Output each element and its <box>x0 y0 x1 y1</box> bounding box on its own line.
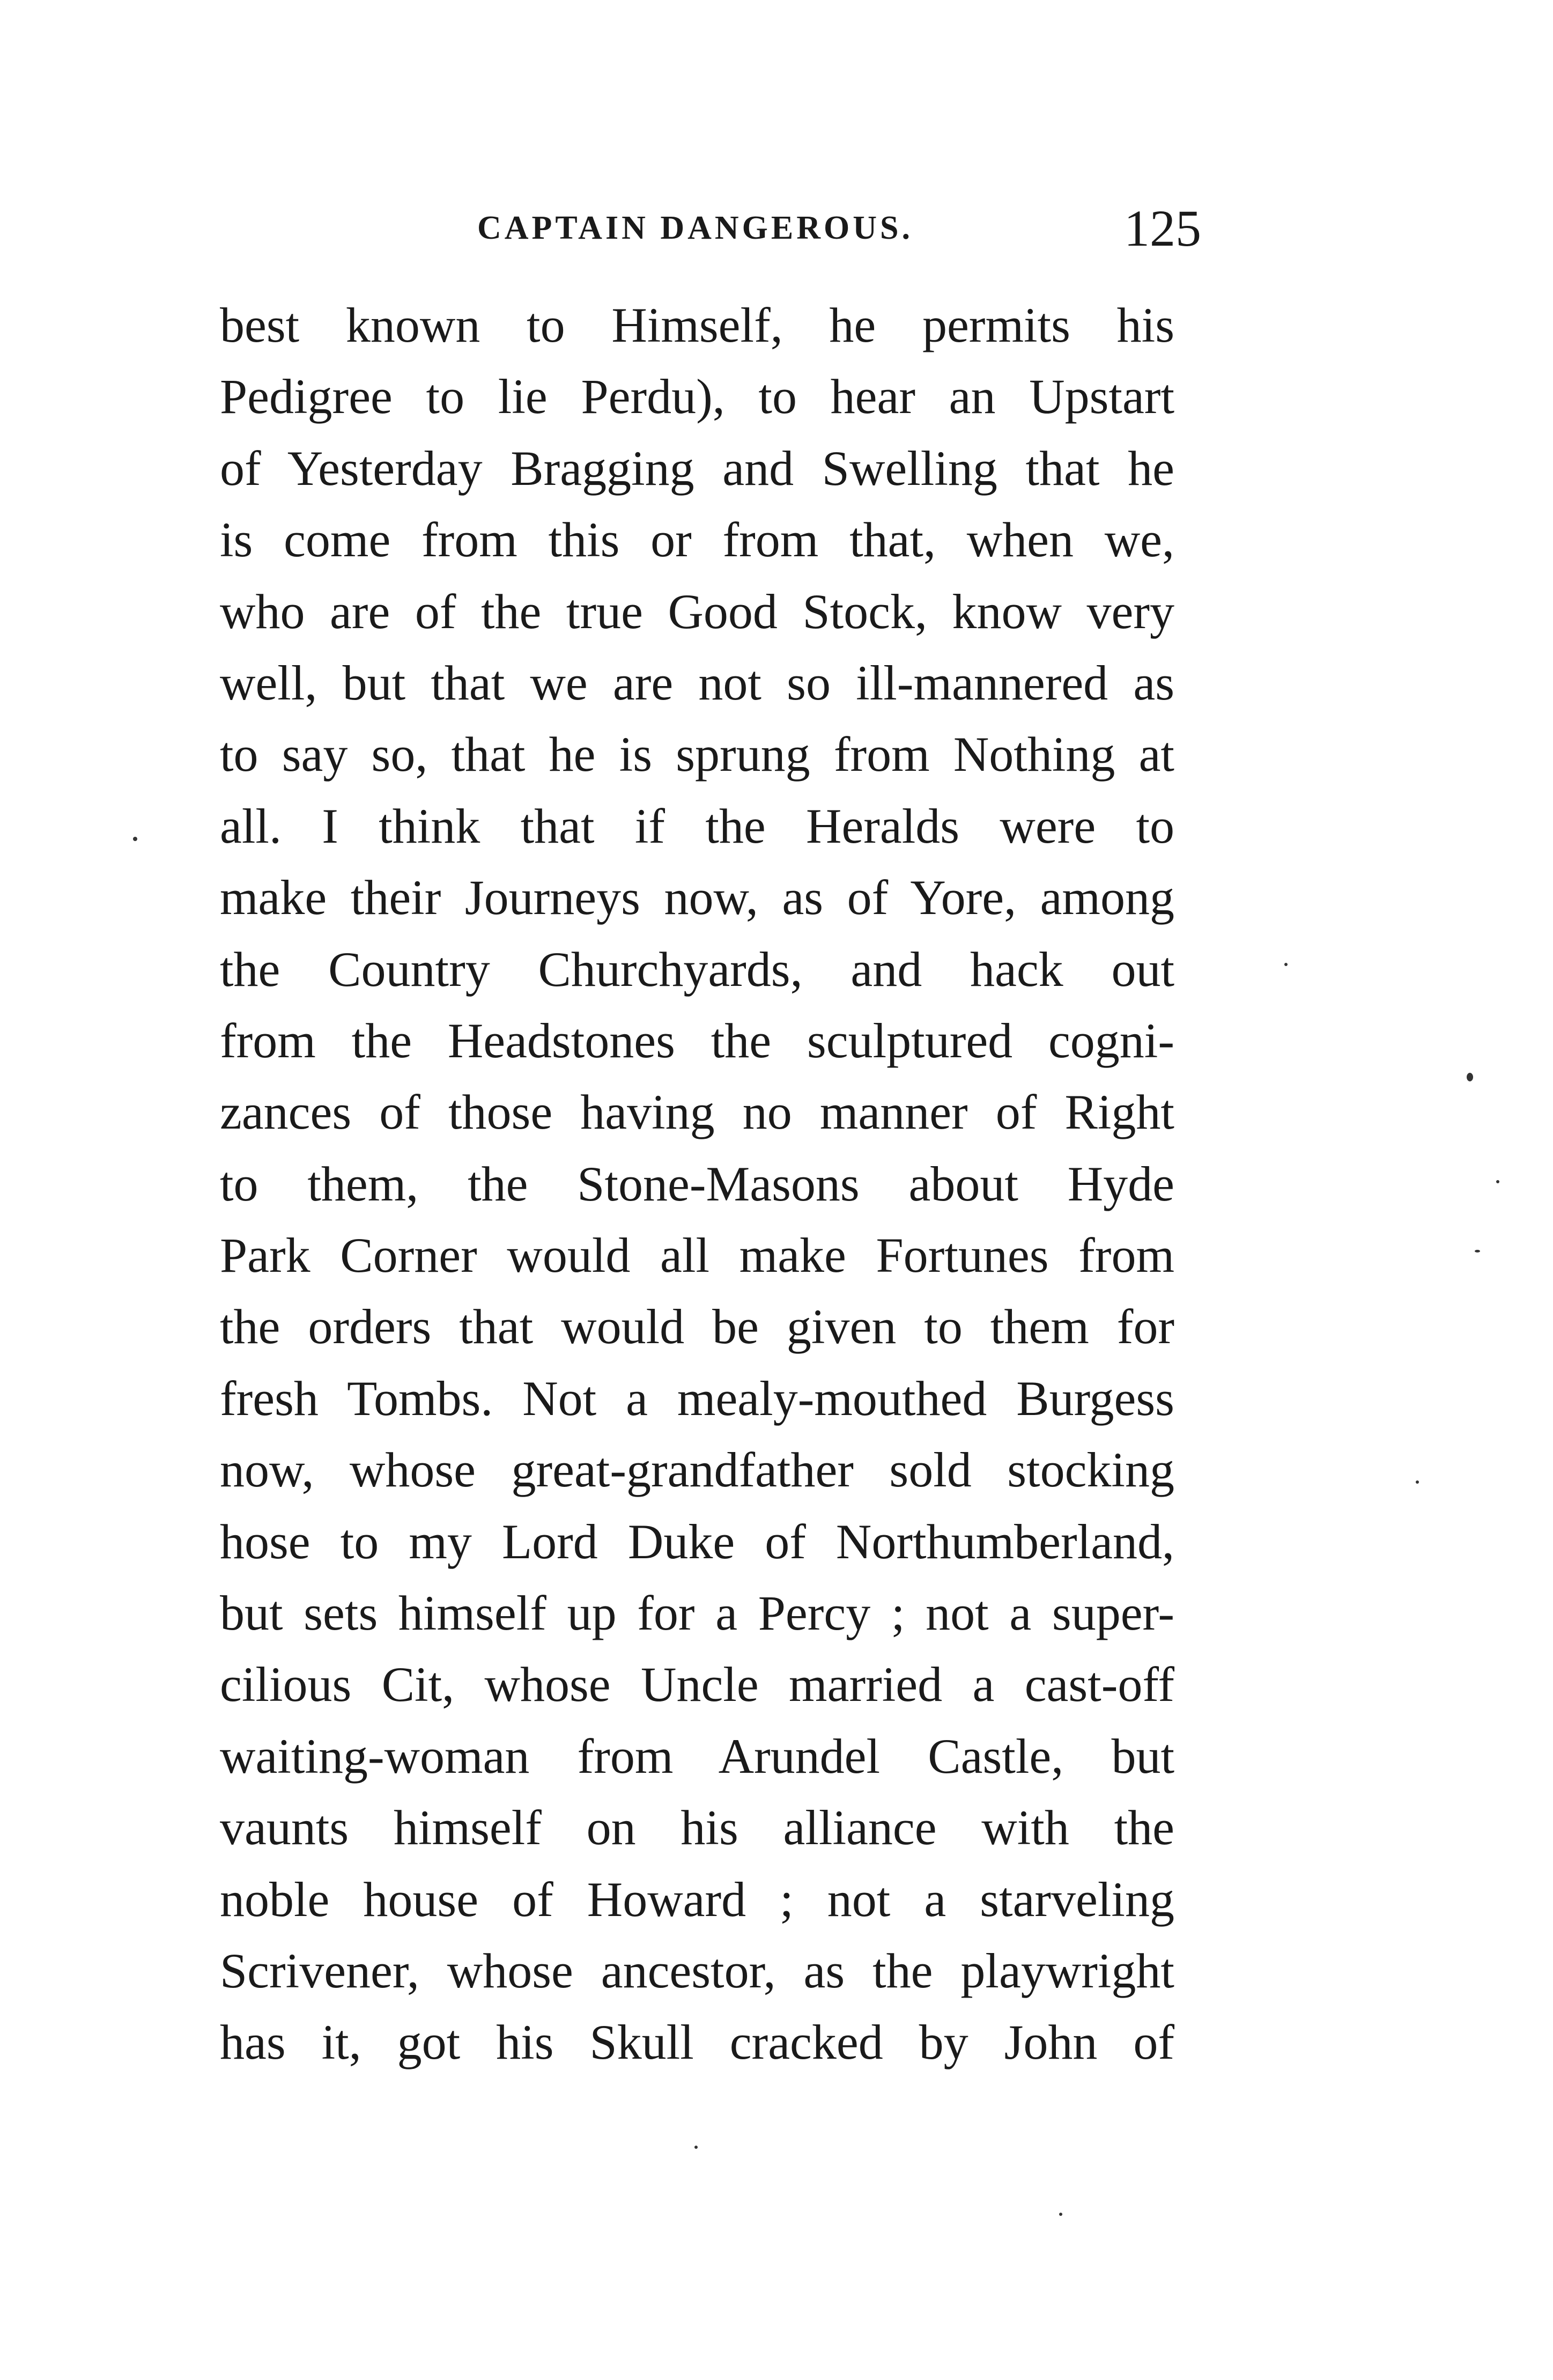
body-text <box>220 290 1174 2079</box>
text-line: to them, the Stone-Masons about Hyde <box>220 1156 1174 1211</box>
text-line: Park Corner would all make Fortunes from <box>220 1228 1174 1283</box>
text-line: but sets himself up for a Percy ; not a super- <box>220 1586 1174 1641</box>
text-line: the orders that would be given to them for <box>220 1299 1174 1354</box>
scan-speck <box>1496 1180 1499 1183</box>
text-line: who are of the true Good Stock, know very <box>220 584 1174 639</box>
scan-speck <box>1467 1073 1473 1081</box>
running-head <box>477 198 1201 257</box>
text-line: now, whose great-grandfather sold stocking <box>220 1442 1174 1498</box>
text-line: has it, got his Skull cracked by John of <box>220 2015 1174 2070</box>
text-line: to say so, that he is sprung from Nothing at <box>220 727 1174 782</box>
text-line: the Country Churchyards, and hack out <box>220 941 1174 997</box>
scan-speck <box>1475 1250 1480 1252</box>
scan-speck <box>133 837 137 841</box>
text-line: from the Headstones the sculptured cogni- <box>220 1013 1174 1068</box>
scan-speck <box>1059 2213 1062 2216</box>
text-line: Pedigree to lie Perdu), to hear an Upstart <box>220 369 1174 424</box>
text-line: vaunts himself on his alliance with the <box>220 1800 1174 1855</box>
text-line: Scrivener, whose ancestor, as the playwright <box>220 1943 1174 1998</box>
text-line: zances of those having no manner of Right <box>220 1085 1174 1140</box>
text-line: hose to my Lord Duke of Northumberland, <box>220 1514 1174 1569</box>
scan-speck <box>1416 1480 1419 1484</box>
scan-speck <box>1284 963 1288 966</box>
scan-speck <box>694 2146 698 2149</box>
text-line: cilious Cit, whose Uncle married a cast-off <box>220 1657 1174 1712</box>
text-line: well, but that we are not so ill-mannered as <box>220 655 1174 710</box>
running-title: CAPTAIN DANGEROUS. <box>477 210 914 246</box>
text-line: make their Journeys now, as of Yore, among <box>220 870 1174 925</box>
page-number: 125 <box>1124 200 1201 257</box>
text-line: of Yesterday Bragging and Swelling that he <box>220 440 1174 496</box>
text-line: all. I think that if the Heralds were to <box>220 798 1174 853</box>
text-line: is come from this or from that, when we, <box>220 512 1174 568</box>
text-line: noble house of Howard ; not a starveling <box>220 1871 1174 1927</box>
text-line: waiting-woman from Arundel Castle, but <box>220 1728 1174 1784</box>
text-line: fresh Tombs. Not a mealy-mouthed Burgess <box>220 1370 1174 1426</box>
text-line: best known to Himself, he permits his <box>220 298 1174 352</box>
